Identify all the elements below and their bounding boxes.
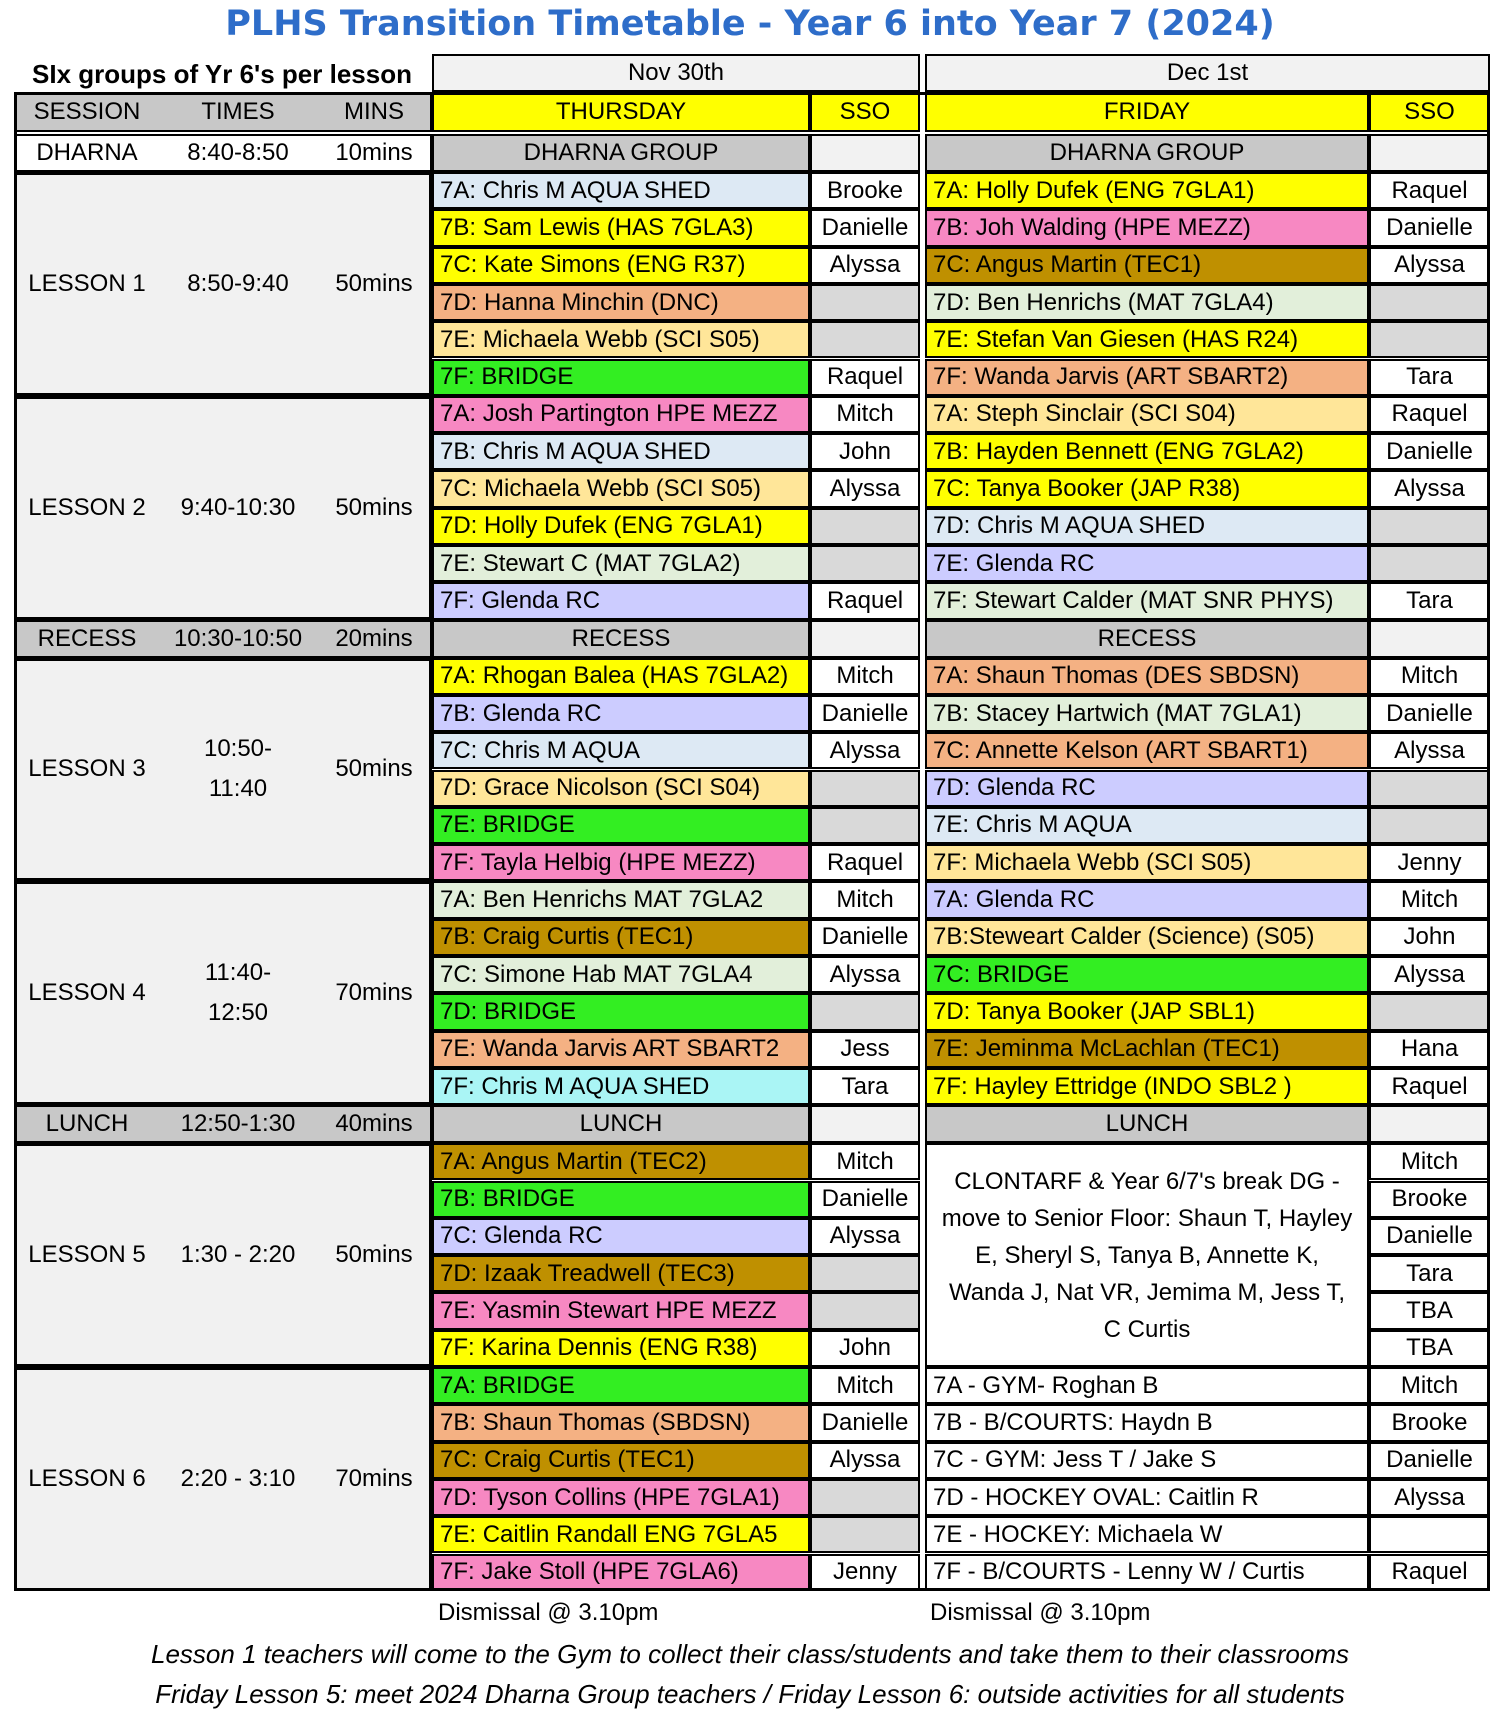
thursday-dismissal: Dismissal @ 3.10pm (438, 1598, 659, 1626)
friday-sso-cell: Brooke (1369, 1404, 1490, 1441)
friday-sso-cell (1369, 807, 1490, 844)
thursday-sso-cell: Danielle (810, 209, 920, 246)
friday-class-cell: 7B - B/COURTS: Haydn B (925, 1404, 1369, 1441)
friday-class-cell: 7B: Hayden Bennett (ENG 7GLA2) (925, 433, 1369, 470)
friday-sso-cell: Mitch (1369, 881, 1490, 918)
friday-sso-cell (1369, 770, 1490, 807)
lesson-3-mins: 50mins (335, 755, 413, 783)
friday-class-cell: 7F: Hayley Ettridge (INDO SBL2 ) (925, 1068, 1369, 1105)
thursday-class-cell: 7D: Grace Nicolson (SCI S04) (432, 770, 810, 807)
thursday-sso-cell: Raquel (810, 359, 920, 396)
thursday-sso-cell (810, 1516, 920, 1553)
friday-sso-cell: John (1369, 919, 1490, 956)
thursday-sso-cell: Mitch (810, 1367, 920, 1404)
dharna-mins: 10mins (335, 139, 413, 166)
lunch-mins: 40mins (335, 1110, 413, 1138)
thursday-sso-cell: Danielle (810, 695, 920, 732)
friday-class-cell: 7A: Shaun Thomas (DES SBDSN) (925, 658, 1369, 695)
thursday-sso-cell (810, 1255, 920, 1292)
lunch-thursday-sso (810, 1105, 920, 1143)
thursday-class-cell: 7F: Chris M AQUA SHED (432, 1068, 810, 1105)
thursday-class-cell: 7F: Tayla Helbig (HPE MEZZ) (432, 844, 810, 881)
thursday-sso-cell: Alyssa (810, 247, 920, 284)
thursday-class-cell: 7C: Kate Simons (ENG R37) (432, 247, 810, 284)
lesson-1-mins: 50mins (335, 269, 413, 297)
thursday-sso-cell: Danielle (810, 1181, 920, 1218)
dharna-friday: DHARNA GROUP (925, 134, 1369, 172)
friday-class-cell: 7A: Glenda RC (925, 881, 1369, 918)
recess-mins: 20mins (335, 624, 413, 652)
thursday-sso-cell: Alyssa (810, 1218, 920, 1255)
thursday-class-cell: 7C: Chris M AQUA (432, 732, 810, 769)
friday-sso-cell: Raquel (1369, 1068, 1490, 1105)
thursday-class-cell: 7C: Simone Hab MAT 7GLA4 (432, 956, 810, 993)
thursday-class-cell: 7B: BRIDGE (432, 1181, 810, 1218)
thursday-sso-cell: Jess (810, 1031, 920, 1068)
friday-dismissal: Dismissal @ 3.10pm (930, 1598, 1151, 1626)
thursday-sso-cell: Raquel (810, 582, 920, 619)
friday-class-cell: 7D: Ben Henrichs (MAT 7GLA4) (925, 284, 1369, 321)
lesson-4-mins: 70mins (335, 979, 413, 1007)
thursday-sso-cell (810, 284, 920, 321)
lesson-3-times: 10:50- 11:40 (203, 735, 273, 803)
friday-sso-cell: TBA (1369, 1330, 1490, 1367)
recess-session: RECESS (37, 624, 137, 652)
friday-sso-cell: Danielle (1369, 433, 1490, 470)
thursday-sso-cell (810, 1292, 920, 1329)
thursday-class-cell: 7C: Michaela Webb (SCI S05) (432, 470, 810, 507)
thursday-class-cell: 7C: Glenda RC (432, 1218, 810, 1255)
thursday-sso-cell: Brooke (810, 172, 920, 209)
friday-class-cell: 7D: Tanya Booker (JAP SBL1) (925, 993, 1369, 1030)
friday-sso-cell: Danielle (1369, 209, 1490, 246)
thursday-class-cell: 7B: Craig Curtis (TEC1) (432, 919, 810, 956)
thursday-class-cell: 7F: Karina Dennis (ENG R38) (432, 1330, 810, 1367)
thursday-class-cell: 7E: Stewart C (MAT 7GLA2) (432, 545, 810, 582)
thursday-class-cell: 7A: Ben Henrichs MAT 7GLA2 (432, 881, 810, 918)
friday-class-cell: 7E: Jeminma McLachlan (TEC1) (925, 1031, 1369, 1068)
friday-sso-cell: Hana (1369, 1031, 1490, 1068)
lesson-1-session: LESSON 1 (28, 269, 146, 297)
thursday-header: THURSDAY (432, 92, 810, 132)
friday-sso-cell: Jenny (1369, 844, 1490, 881)
lesson-2-session: LESSON 2 (28, 493, 146, 521)
friday-class-cell: 7B: Stacey Hartwich (MAT 7GLA1) (925, 695, 1369, 732)
lesson-2-mins: 50mins (335, 493, 413, 521)
friday-class-cell: 7A: Holly Dufek (ENG 7GLA1) (925, 172, 1369, 209)
dharna-thursday-sso (810, 134, 920, 172)
friday-class-cell: 7B:Steweart Calder (Science) (S05) (925, 919, 1369, 956)
friday-date: Dec 1st (925, 54, 1490, 92)
footer-note: Friday Lesson 5: meet 2024 Dharna Group teachers / Friday Lesson 6: outside activities for all students (155, 1678, 1345, 1709)
friday-sso-header: SSO (1369, 92, 1490, 132)
thursday-class-cell: 7E: Wanda Jarvis ART SBART2 (432, 1031, 810, 1068)
friday-lesson-5-merged-note: CLONTARF & Year 6/7's break DG - move to Senior Floor: Shaun T, Hayley E, Sheryl S, Tanya B, Annette K, Wanda J, Nat VR, Jemima M, Jess T, C Curtis (925, 1143, 1369, 1367)
friday-class-cell: 7C: Annette Kelson (ART SBART1) (925, 732, 1369, 769)
mins-header: MINS (344, 98, 404, 125)
thursday-date: Nov 30th (432, 54, 920, 92)
thursday-sso-cell: Mitch (810, 881, 920, 918)
lunch-times: 12:50-1:30 (180, 1110, 296, 1138)
recess-times: 10:30-10:50 (173, 624, 303, 652)
thursday-class-cell: 7E: BRIDGE (432, 807, 810, 844)
thursday-sso-cell (810, 807, 920, 844)
friday-class-cell: 7C: BRIDGE (925, 956, 1369, 993)
thursday-sso-cell: John (810, 1330, 920, 1367)
recess-thursday: RECESS (432, 620, 810, 658)
friday-sso-cell: Tara (1369, 582, 1490, 619)
friday-class-cell: 7D - HOCKEY OVAL: Caitlin R (925, 1479, 1369, 1516)
lesson-1-times: 8:50-9:40 (187, 269, 289, 297)
thursday-class-cell: 7A: Chris M AQUA SHED (432, 172, 810, 209)
recess-thursday-sso (810, 620, 920, 658)
friday-sso-cell: Alyssa (1369, 1479, 1490, 1516)
friday-sso-cell (1369, 993, 1490, 1030)
friday-sso-cell: Mitch (1369, 1143, 1490, 1180)
thursday-sso-cell: Jenny (810, 1554, 920, 1591)
friday-class-cell: 7E - HOCKEY: Michaela W (925, 1516, 1369, 1553)
thursday-class-cell: 7A: Josh Partington HPE MEZZ (432, 396, 810, 433)
thursday-class-cell: 7B: Chris M AQUA SHED (432, 433, 810, 470)
thursday-class-cell: 7D: Izaak Treadwell (TEC3) (432, 1255, 810, 1292)
thursday-class-cell: 7B: Shaun Thomas (SBDSN) (432, 1404, 810, 1441)
thursday-class-cell: 7B: Sam Lewis (HAS 7GLA3) (432, 209, 810, 246)
friday-sso-cell (1369, 321, 1490, 358)
lesson-4-session: LESSON 4 (28, 979, 146, 1007)
friday-sso-cell: Raquel (1369, 396, 1490, 433)
footer-note: Lesson 1 teachers will come to the Gym to collect their class/students and take them to their classrooms (151, 1638, 1349, 1669)
friday-class-cell: 7F: Michaela Webb (SCI S05) (925, 844, 1369, 881)
thursday-sso-cell: Raquel (810, 844, 920, 881)
friday-sso-cell: Alyssa (1369, 247, 1490, 284)
thursday-sso-cell: Alyssa (810, 732, 920, 769)
friday-sso-cell (1369, 508, 1490, 545)
thursday-sso-cell (810, 321, 920, 358)
dharna-thursday: DHARNA GROUP (432, 134, 810, 172)
friday-class-cell: 7C: Tanya Booker (JAP R38) (925, 470, 1369, 507)
lesson-4-times: 11:40- 12:50 (204, 959, 272, 1027)
thursday-sso-cell: Alyssa (810, 470, 920, 507)
friday-class-cell: 7A - GYM- Roghan B (925, 1367, 1369, 1404)
thursday-class-cell: 7F: Glenda RC (432, 582, 810, 619)
friday-class-cell: 7F: Stewart Calder (MAT SNR PHYS) (925, 582, 1369, 619)
thursday-sso-cell: Mitch (810, 1143, 920, 1180)
lesson-5-times: 1:30 - 2:20 (180, 1241, 296, 1269)
thursday-sso-cell: Alyssa (810, 1442, 920, 1479)
thursday-sso-cell (810, 545, 920, 582)
lesson-5-session: LESSON 5 (28, 1241, 146, 1269)
lunch-thursday: LUNCH (432, 1105, 810, 1143)
thursday-sso-cell (810, 508, 920, 545)
dharna-times: 8:40-8:50 (187, 139, 289, 166)
thursday-sso-cell (810, 770, 920, 807)
thursday-sso-cell: Danielle (810, 919, 920, 956)
friday-sso-cell: Alyssa (1369, 956, 1490, 993)
friday-sso-cell: Danielle (1369, 1218, 1490, 1255)
thursday-class-cell: 7D: BRIDGE (432, 993, 810, 1030)
friday-sso-cell: Tara (1369, 359, 1490, 396)
friday-sso-cell: Tara (1369, 1255, 1490, 1292)
friday-sso-cell: TBA (1369, 1292, 1490, 1329)
friday-class-cell: 7F - B/COURTS - Lenny W / Curtis (925, 1554, 1369, 1591)
lesson-3-session: LESSON 3 (28, 755, 146, 783)
lesson-6-mins: 70mins (335, 1464, 413, 1492)
friday-class-cell: 7C - GYM: Jess T / Jake S (925, 1442, 1369, 1479)
thursday-class-cell: 7B: Glenda RC (432, 695, 810, 732)
thursday-sso-cell: Tara (810, 1068, 920, 1105)
friday-class-cell: 7D: Chris M AQUA SHED (925, 508, 1369, 545)
friday-sso-cell: Mitch (1369, 658, 1490, 695)
thursday-sso-cell: Mitch (810, 396, 920, 433)
friday-sso-cell: Danielle (1369, 695, 1490, 732)
friday-header: FRIDAY (925, 92, 1369, 132)
friday-sso-cell: Mitch (1369, 1367, 1490, 1404)
friday-sso-cell: Raquel (1369, 1554, 1490, 1591)
recess-friday: RECESS (925, 620, 1369, 658)
dharna-session: DHARNA (36, 139, 138, 166)
thursday-sso-cell: John (810, 433, 920, 470)
friday-sso-cell: Alyssa (1369, 732, 1490, 769)
session-header: SESSION (33, 98, 141, 125)
dharna-friday-sso (1369, 134, 1490, 172)
friday-class-cell: 7A: Steph Sinclair (SCI S04) (925, 396, 1369, 433)
friday-sso-cell (1369, 284, 1490, 321)
lunch-friday-sso (1369, 1105, 1490, 1143)
recess-friday-sso (1369, 620, 1490, 658)
thursday-class-cell: 7C: Craig Curtis (TEC1) (432, 1442, 810, 1479)
times-header: TIMES (201, 98, 275, 125)
lunch-session: LUNCH (45, 1110, 129, 1138)
friday-class-cell: 7D: Glenda RC (925, 770, 1369, 807)
friday-sso-cell (1369, 1516, 1490, 1553)
friday-class-cell: 7F: Wanda Jarvis (ART SBART2) (925, 359, 1369, 396)
thursday-class-cell: 7F: BRIDGE (432, 359, 810, 396)
thursday-class-cell: 7D: Tyson Collins (HPE 7GLA1) (432, 1479, 810, 1516)
thursday-class-cell: 7E: Michaela Webb (SCI S05) (432, 321, 810, 358)
lesson-2-times: 9:40-10:30 (180, 493, 296, 521)
thursday-class-cell: 7A: Rhogan Balea (HAS 7GLA2) (432, 658, 810, 695)
friday-class-cell: 7B: Joh Walding (HPE MEZZ) (925, 209, 1369, 246)
friday-sso-cell (1369, 545, 1490, 582)
friday-sso-cell: Alyssa (1369, 470, 1490, 507)
lesson-6-session: LESSON 6 (28, 1464, 146, 1492)
thursday-sso-header: SSO (810, 92, 920, 132)
thursday-class-cell: 7D: Holly Dufek (ENG 7GLA1) (432, 508, 810, 545)
page-title: PLHS Transition Timetable - Year 6 into Year 7 (2024) (225, 4, 1275, 44)
thursday-class-cell: 7E: Caitlin Randall ENG 7GLA5 (432, 1516, 810, 1553)
thursday-class-cell: 7E: Yasmin Stewart HPE MEZZ (432, 1292, 810, 1329)
thursday-sso-cell (810, 1479, 920, 1516)
lesson-6-times: 2:20 - 3:10 (180, 1464, 296, 1492)
thursday-sso-cell: Alyssa (810, 956, 920, 993)
friday-sso-cell: Raquel (1369, 172, 1490, 209)
thursday-class-cell: 7D: Hanna Minchin (DNC) (432, 284, 810, 321)
groups-subtitle: SIx groups of Yr 6's per lesson (32, 59, 412, 89)
lesson-5-mins: 50mins (335, 1241, 413, 1269)
friday-class-cell: 7E: Stefan Van Giesen (HAS R24) (925, 321, 1369, 358)
friday-sso-cell: Danielle (1369, 1442, 1490, 1479)
thursday-class-cell: 7A: Angus Martin (TEC2) (432, 1143, 810, 1180)
thursday-class-cell: 7A: BRIDGE (432, 1367, 810, 1404)
thursday-sso-cell: Danielle (810, 1404, 920, 1441)
friday-class-cell: 7E: Chris M AQUA (925, 807, 1369, 844)
friday-class-cell: 7E: Glenda RC (925, 545, 1369, 582)
thursday-sso-cell (810, 993, 920, 1030)
thursday-class-cell: 7F: Jake Stoll (HPE 7GLA6) (432, 1554, 810, 1591)
friday-sso-cell: Brooke (1369, 1181, 1490, 1218)
friday-class-cell: 7C: Angus Martin (TEC1) (925, 247, 1369, 284)
lunch-friday: LUNCH (925, 1105, 1369, 1143)
thursday-sso-cell: Mitch (810, 658, 920, 695)
